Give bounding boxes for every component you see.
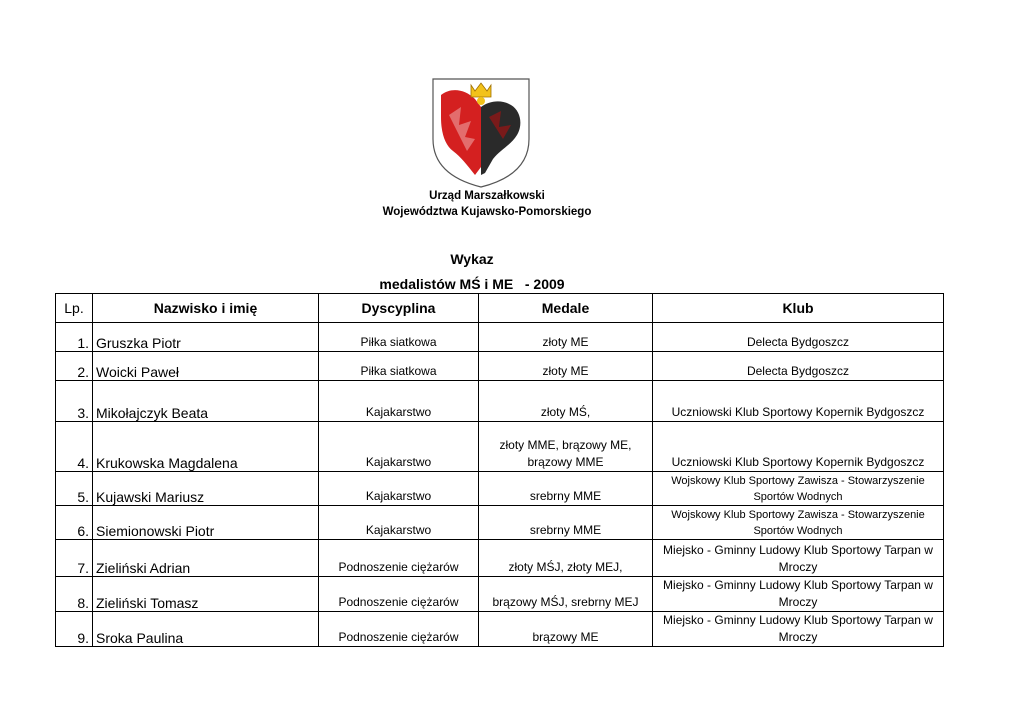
table-row — [56, 540, 944, 577]
medals: brązowy ME — [479, 612, 653, 647]
column-header-discipline: Dyscyplina — [319, 294, 479, 323]
row-number: 4. — [56, 422, 93, 472]
discipline: Piłka siatkowa — [319, 323, 479, 352]
office-name-line2: Województwa Kujawsko-Pomorskiego — [382, 206, 592, 218]
discipline: Podnoszenie ciężarów — [319, 540, 479, 577]
athlete-name: Sroka Paulina — [93, 612, 319, 647]
medals: złoty MŚ, — [479, 381, 653, 422]
row-number: 8. — [56, 577, 93, 612]
row-number: 2. — [56, 352, 93, 381]
club: Miejsko - Gminny Ludowy Klub Sportowy Tarpan w Mroczy — [653, 540, 944, 577]
discipline: Kajakarstwo — [319, 381, 479, 422]
discipline: Kajakarstwo — [319, 472, 479, 506]
athlete-name: Gruszka Piotr — [93, 323, 319, 352]
table-row — [56, 472, 944, 506]
row-number: 1. — [56, 323, 93, 352]
discipline: Podnoszenie ciężarów — [319, 577, 479, 612]
athlete-name: Krukowska Magdalena — [93, 422, 319, 472]
table-row — [56, 352, 944, 381]
table-row — [56, 577, 944, 612]
athlete-name: Woicki Paweł — [93, 352, 319, 381]
column-header-name: Nazwisko i imię — [93, 294, 319, 323]
club: Miejsko - Gminny Ludowy Klub Sportowy Tarpan w Mroczy — [653, 612, 944, 647]
medals: srebrny MME — [479, 472, 653, 506]
club: Wojskowy Klub Sportowy Zawisza - Stowarzyszenie Sportów Wodnych — [653, 472, 944, 506]
table-row — [56, 381, 944, 422]
discipline: Piłka siatkowa — [319, 352, 479, 381]
club: Miejsko - Gminny Ludowy Klub Sportowy Tarpan w Mroczy — [653, 577, 944, 612]
discipline: Kajakarstwo — [319, 506, 479, 540]
medals: złoty MŚJ, złoty MEJ, — [479, 540, 653, 577]
athlete-name: Zieliński Tomasz — [93, 577, 319, 612]
row-number: 6. — [56, 506, 93, 540]
table-header-row — [56, 294, 944, 323]
column-header-lp: Lp. — [56, 294, 93, 323]
table-row — [56, 506, 944, 540]
athlete-name: Zieliński Adrian — [93, 540, 319, 577]
column-header-medals: Medale — [479, 294, 653, 323]
row-number: 3. — [56, 381, 93, 422]
athlete-name: Kujawski Mariusz — [93, 472, 319, 506]
office-name-line1: Urząd Marszałkowski — [429, 190, 545, 202]
medals: brązowy MŚJ, srebrny MEJ — [479, 577, 653, 612]
athlete-name: Mikołajczyk Beata — [93, 381, 319, 422]
table-row — [56, 612, 944, 647]
medals: złoty ME — [479, 352, 653, 381]
row-number: 5. — [56, 472, 93, 506]
discipline: Podnoszenie ciężarów — [319, 612, 479, 647]
medals: srebrny MME — [479, 506, 653, 540]
column-header-club: Klub — [653, 294, 944, 323]
coat-of-arms-icon — [431, 77, 531, 189]
row-number: 7. — [56, 540, 93, 577]
club: Delecta Bydgoszcz — [653, 323, 944, 352]
row-number: 9. — [56, 612, 93, 647]
medals: złoty MME, brązowy ME, brązowy MME — [479, 422, 653, 472]
medals: złoty ME — [479, 323, 653, 352]
table-row — [56, 422, 944, 472]
club: Wojskowy Klub Sportowy Zawisza - Stowarzyszenie Sportów Wodnych — [653, 506, 944, 540]
medalists-table — [55, 293, 944, 647]
discipline: Kajakarstwo — [319, 422, 479, 472]
club: Uczniowski Klub Sportowy Kopernik Bydgoszcz — [653, 381, 944, 422]
club: Uczniowski Klub Sportowy Kopernik Bydgoszcz — [653, 422, 944, 472]
document-subtitle: medalistów MŚ i ME - 2009 — [379, 276, 565, 292]
document-title: Wykaz — [450, 251, 494, 267]
athlete-name: Siemionowski Piotr — [93, 506, 319, 540]
table-row — [56, 323, 944, 352]
club: Delecta Bydgoszcz — [653, 352, 944, 381]
